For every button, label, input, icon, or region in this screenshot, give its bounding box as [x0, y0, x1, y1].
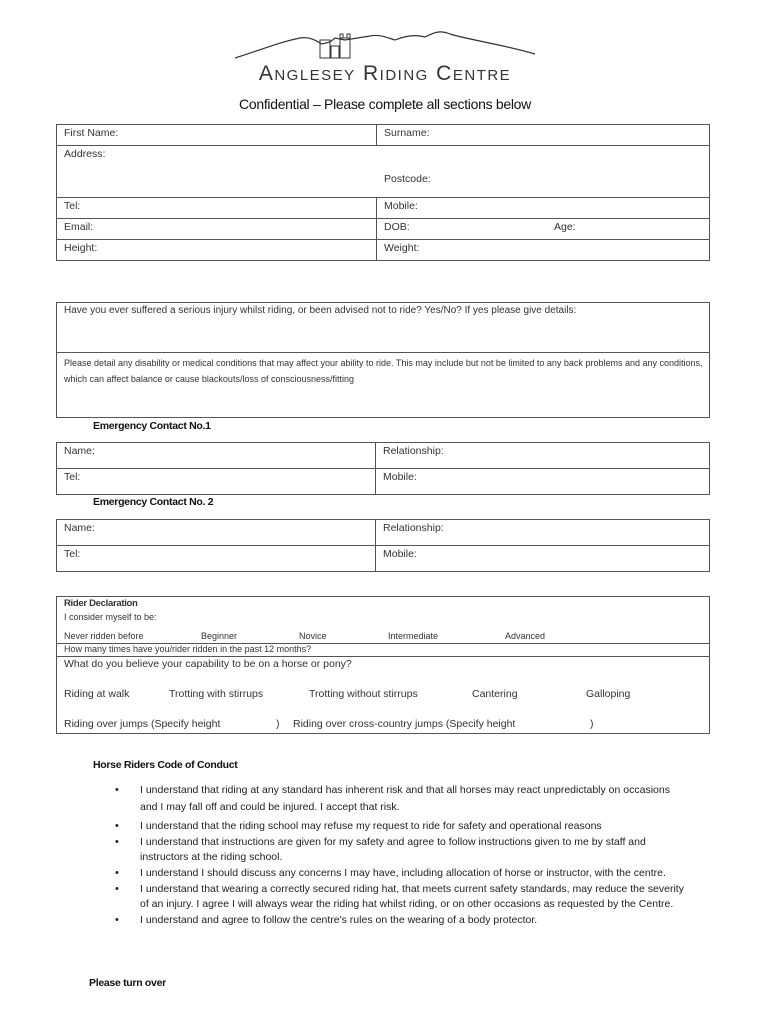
- emergency-contact-1-heading: Emergency Contact No.1: [93, 420, 211, 432]
- email-field[interactable]: [57, 219, 377, 240]
- xc-jumps-option[interactable]: Riding over cross-country jumps (Specify height: [293, 718, 516, 730]
- please-turn-over: Please turn over: [89, 977, 166, 989]
- weight-field[interactable]: [377, 240, 710, 261]
- capability-trot-no-stirrups[interactable]: Trotting without stirrups: [309, 688, 418, 700]
- level-never-ridden[interactable]: Never ridden before: [64, 631, 144, 641]
- ec2-relationship-label: Relationship:: [383, 522, 444, 534]
- ec2-tel-field[interactable]: [57, 546, 376, 572]
- injury-question[interactable]: Have you ever suffered a serious injury whilst riding, or been advised not to ride? Yes/No? If yes please give details:: [64, 305, 577, 316]
- mobile-field[interactable]: [377, 198, 710, 219]
- ec1-mobile-field[interactable]: [376, 469, 710, 495]
- capability-cantering[interactable]: Cantering: [472, 688, 518, 700]
- level-advanced[interactable]: Advanced: [505, 631, 546, 641]
- ec1-relationship-label: Relationship:: [383, 445, 444, 457]
- conduct-item: • I understand that the riding school may refuse my request to ride for safety and operational reasons: [115, 819, 685, 834]
- jumps-option[interactable]: Riding over jumps (Specify height: [64, 718, 221, 730]
- xc-jumps-close: ): [590, 718, 594, 730]
- emergency-contact-2-heading: Emergency Contact No. 2: [93, 496, 214, 508]
- ec1-name-label: Name:: [64, 445, 95, 457]
- level-beginner[interactable]: Beginner: [201, 631, 238, 641]
- height-field[interactable]: [57, 240, 377, 261]
- ec2-name-label: Name:: [64, 522, 95, 534]
- dob-age-field[interactable]: [377, 219, 710, 240]
- medical-divider: [56, 352, 710, 353]
- height-label: Height:: [64, 242, 98, 254]
- personal-details-table: [56, 124, 710, 261]
- conduct-item: • I understand that instructions are given for my safety and agree to follow instructions given to me by staff and instructors at the riding school.: [115, 835, 685, 865]
- conduct-item: • I understand that riding at any standard has inherent risk and that all horses may react unpredictably on occasions and I may fall off and could be injured. I accept that risk.: [115, 782, 685, 816]
- conduct-item: • I understand that wearing a correctly secured riding hat, that meets current safety standards, may reduce the severity of an injury. I agree I will always wear the riding hat whilst riding, or on other occasions as requested by the Centre.: [115, 882, 685, 912]
- ec1-name-field[interactable]: [57, 443, 376, 469]
- email-label: Email:: [64, 221, 94, 233]
- ec2-mobile-field[interactable]: [376, 546, 710, 572]
- level-intermediate[interactable]: Intermediate: [388, 631, 439, 641]
- brand-name: Anglesey Riding Centre: [258, 62, 512, 85]
- page-subtitle: Confidential – Please complete all sections below: [239, 96, 531, 112]
- mobile-label: Mobile:: [384, 200, 418, 212]
- code-of-conduct-list: [115, 782, 685, 929]
- ec1-mobile-label: Mobile:: [383, 471, 417, 483]
- tel-label: Tel:: [64, 200, 81, 212]
- jumps-close: ): [276, 718, 280, 730]
- ec1-relationship-field[interactable]: [376, 443, 710, 469]
- declaration-divider-2: [56, 656, 710, 657]
- weight-label: Weight:: [384, 242, 420, 254]
- code-of-conduct-heading: Horse Riders Code of Conduct: [93, 759, 238, 771]
- tel-field[interactable]: [57, 198, 377, 219]
- disability-question[interactable]: Please detail any disability or medical conditions that may affect your ability to ride. This may include but not be limited to any back problems and any conditions, which can affect balance or cause blackouts/loss of consciousness/fitting: [64, 358, 703, 384]
- capability-trot-stirrups[interactable]: Trotting with stirrups: [169, 688, 264, 700]
- rider-declaration-heading: Rider Declaration: [64, 598, 138, 609]
- consider-label: I consider myself to be:: [64, 612, 157, 622]
- address-field[interactable]: [57, 146, 710, 198]
- capability-galloping[interactable]: Galloping: [586, 688, 631, 700]
- surname-field[interactable]: [377, 125, 710, 146]
- conduct-item: • I understand and agree to follow the centre's rules on the wearing of a body protector.: [115, 913, 685, 928]
- postcode-label: Postcode:: [384, 173, 431, 185]
- first-name-label: First Name:: [64, 127, 119, 139]
- capability-walk[interactable]: Riding at walk: [64, 688, 130, 700]
- ec2-mobile-label: Mobile:: [383, 548, 417, 560]
- times-question[interactable]: How many times have you/rider ridden in the past 12 months?: [64, 644, 312, 654]
- emergency-contact-1-table: [56, 442, 710, 495]
- conduct-item: • I understand I should discuss any concerns I may have, including allocation of horse or instructor, with the centre.: [115, 866, 685, 881]
- age-label: Age:: [554, 221, 576, 233]
- level-novice[interactable]: Novice: [299, 631, 327, 641]
- ec2-name-field[interactable]: [57, 520, 376, 546]
- first-name-field[interactable]: [57, 125, 377, 146]
- ec2-relationship-field[interactable]: [376, 520, 710, 546]
- ec1-tel-field[interactable]: [57, 469, 376, 495]
- ec2-tel-label: Tel:: [64, 548, 81, 560]
- address-label: Address:: [64, 148, 106, 160]
- emergency-contact-2-table: [56, 519, 710, 572]
- ec1-tel-label: Tel:: [64, 471, 81, 483]
- dob-label: DOB:: [384, 221, 410, 233]
- surname-label: Surname:: [384, 127, 430, 139]
- capability-question: What do you believe your capability to be on a horse or pony?: [64, 658, 352, 670]
